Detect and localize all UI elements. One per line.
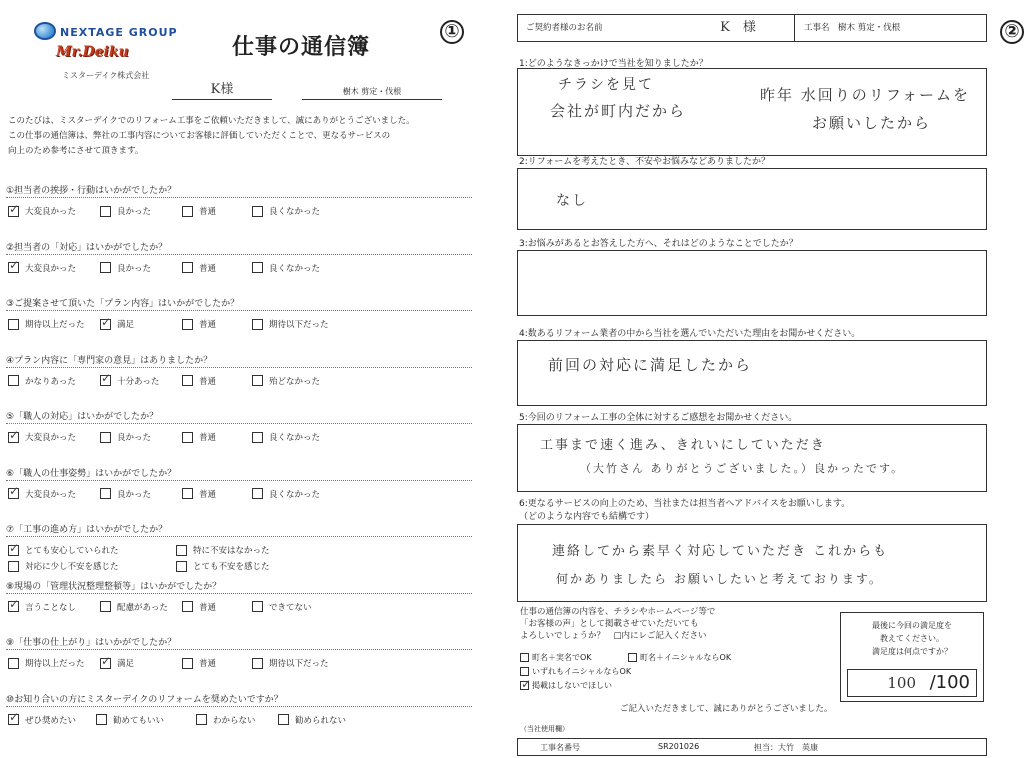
handwritten-answer: （大竹さん ありがとうございました。）良かったです。 <box>580 462 905 475</box>
rating-option[interactable] <box>182 318 216 330</box>
score-max: /100 <box>929 672 970 693</box>
question-title: ⑤「職人の対応」はいかがでしたか？ <box>6 412 159 422</box>
rating-option[interactable] <box>182 488 216 500</box>
checked-box-icon[interactable] <box>8 601 19 612</box>
checkbox-icon[interactable] <box>628 653 637 662</box>
rating-option[interactable] <box>182 375 216 387</box>
checkbox-icon[interactable] <box>520 653 529 662</box>
question-title: ⑨「仕事の仕上がり」はいかがでしたか？ <box>6 638 177 648</box>
option-label: 良かった <box>117 433 152 443</box>
option-label: 大変良かった <box>25 263 77 274</box>
rating-option[interactable] <box>182 657 216 669</box>
rating-option[interactable] <box>176 544 270 556</box>
rating-option[interactable] <box>8 544 119 556</box>
checkbox-icon[interactable] <box>252 488 263 499</box>
project-number: SR201026 <box>658 742 700 751</box>
option-label: 大変良かった <box>25 489 77 500</box>
office-use-row <box>517 738 987 756</box>
handwritten-answer: 工事まで速く進み、きれいにしていただき <box>540 438 826 453</box>
sub-brand-logo: Mr.Deiku <box>56 44 129 60</box>
checkbox-icon[interactable] <box>100 488 111 499</box>
page-number-1: ① <box>440 20 464 44</box>
checkbox-icon[interactable] <box>182 262 193 273</box>
handwritten-answer: なし <box>556 193 588 209</box>
rating-option[interactable] <box>8 205 76 217</box>
checked-box-icon[interactable] <box>100 375 111 386</box>
project-name: 樹木 剪定・伐根 <box>302 86 442 100</box>
option-label: できてない <box>269 602 312 613</box>
handwritten-answer: チラシを見て <box>558 77 654 93</box>
contract-name-value[interactable]: K 様 <box>720 20 756 35</box>
rating-option[interactable] <box>252 431 320 443</box>
option-label: 普通 <box>199 376 217 387</box>
publish-text-line: 「お客様の声」として掲載させていただいても <box>520 619 699 629</box>
section-question: 6:更なるサービスの向上のため、当社または担当者へアドバイスをお願いします。 <box>519 499 851 509</box>
checkbox-icon[interactable] <box>252 319 263 330</box>
option-label: 良くなかった <box>269 433 321 443</box>
question-divider <box>6 706 472 707</box>
question-divider <box>6 367 472 368</box>
question-divider <box>6 423 472 424</box>
publish-option-label: 掲載はしないでほしい <box>532 681 612 690</box>
option-label: 良くなかった <box>269 489 321 500</box>
question-title: ⑥「職人の仕事姿勢」はいかがでしたか？ <box>6 468 177 479</box>
checkbox-icon[interactable] <box>252 601 263 612</box>
checkbox-icon[interactable] <box>100 206 111 217</box>
handwritten-answer: 会社が町内だから <box>550 102 687 120</box>
customer-name: K様 <box>172 78 272 100</box>
answer-box[interactable] <box>517 250 987 316</box>
option-label: 普通 <box>199 659 217 669</box>
publish-option-label: いずれもイニシャルならOK <box>532 667 632 676</box>
rating-option[interactable] <box>100 431 151 443</box>
option-label: かなりあった <box>25 376 76 387</box>
checkbox-icon[interactable] <box>182 319 193 330</box>
checkbox-icon[interactable] <box>196 714 207 725</box>
rating-option[interactable] <box>100 601 168 613</box>
rating-option[interactable] <box>252 488 320 500</box>
question-title: ①担当者の挨拶・行動はいかがでしたか？ <box>6 186 177 196</box>
option-label: 勧められない <box>295 715 347 726</box>
option-label: 殆どなかった <box>269 376 321 387</box>
rating-option[interactable] <box>182 601 216 613</box>
question-title: ⑧現場の「管理状況整理整頓等」はいかがでしたか？ <box>6 581 222 592</box>
checked-box-icon[interactable] <box>8 432 19 443</box>
option-label: 普通 <box>199 602 217 613</box>
rating-option[interactable] <box>100 262 151 274</box>
option-label: 大変良かった <box>25 433 77 443</box>
publish-option[interactable] <box>520 652 592 663</box>
option-label: 期待以上だった <box>25 320 85 330</box>
project-value[interactable]: 樹木 剪定・伐根 <box>838 23 901 33</box>
checkbox-icon[interactable] <box>176 561 187 572</box>
rating-option[interactable] <box>96 714 164 726</box>
checkbox-icon[interactable] <box>252 658 263 669</box>
question-divider <box>6 480 472 481</box>
checked-box-icon[interactable] <box>8 488 19 499</box>
brand-name: NEXTAGE GROUP <box>60 26 178 39</box>
section-question: 3:お悩みがあるとお答えした方へ、それはどのようなことでしたか？ <box>519 239 798 249</box>
question-title: ④プラン内容に「専門家の意見」はありましたか？ <box>6 355 213 366</box>
section-question: 1:どのようなきっかけで当社を知りましたか？ <box>519 59 708 69</box>
score-field[interactable] <box>847 669 977 697</box>
rating-option[interactable] <box>182 262 216 274</box>
publish-text-line: 仕事の通信簿の内容を、チラシやホームページ等で <box>520 607 716 617</box>
intro-line: 向上のため参考にさせて頂きます。 <box>8 146 144 156</box>
publish-text-line: よろしいでしょうか？ □内にレご記入ください <box>520 631 707 641</box>
rating-option[interactable] <box>100 657 134 669</box>
rating-option[interactable] <box>278 714 346 726</box>
option-label: 期待以下だった <box>269 659 329 669</box>
option-label: 普通 <box>199 263 217 274</box>
checkbox-icon[interactable] <box>8 375 19 386</box>
answer-box[interactable] <box>517 524 987 602</box>
intro-line: この仕事の通信簿は、弊社の工事内容についてお客様に評価していただくことで、更なるサービスの <box>8 131 391 141</box>
question-title: ⑦「工事の進め方」はいかがでしたか？ <box>6 525 168 535</box>
option-label: 普通 <box>199 489 217 500</box>
rating-option[interactable] <box>252 657 329 669</box>
handwritten-answer: お願いしたから <box>812 114 932 132</box>
rating-option[interactable] <box>8 601 76 613</box>
option-label: 勧めてもいい <box>113 715 165 726</box>
checkbox-icon[interactable] <box>182 375 193 386</box>
checked-box-icon[interactable] <box>8 262 19 273</box>
checkbox-icon[interactable] <box>252 432 263 443</box>
checkbox-icon[interactable] <box>8 319 19 330</box>
checkbox-icon[interactable] <box>520 667 529 676</box>
checkbox-icon[interactable] <box>182 432 193 443</box>
rating-option[interactable] <box>182 205 216 217</box>
handwritten-answer: 前回の対応に満足したから <box>548 356 753 374</box>
question-title: ⑩お知り合いの方にミスターデイクのリフォームを奨めたいですか？ <box>6 694 283 705</box>
question-divider <box>6 310 472 311</box>
rating-option[interactable] <box>8 375 76 387</box>
section-question-note: （どのような内容でも結構です） <box>519 512 655 522</box>
rating-option[interactable] <box>176 560 270 572</box>
page-number-2: ② <box>1000 20 1024 44</box>
option-label: 期待以上だった <box>25 659 85 669</box>
option-label: 良くなかった <box>269 263 321 274</box>
publish-option[interactable] <box>520 666 631 677</box>
option-label: 大変良かった <box>25 207 77 217</box>
rating-option[interactable] <box>8 262 76 274</box>
rating-option[interactable] <box>8 318 85 330</box>
rating-option[interactable] <box>8 714 76 726</box>
checked-box-icon[interactable] <box>8 545 19 556</box>
question-divider <box>6 593 472 594</box>
rating-option[interactable] <box>252 601 312 613</box>
question-divider <box>6 649 472 650</box>
option-label: 良かった <box>117 263 152 274</box>
publish-option[interactable] <box>628 652 731 663</box>
office-use-label: （当社使用欄） <box>520 725 569 733</box>
checked-box-icon[interactable] <box>8 714 19 725</box>
option-label: 対応に少し不安を感じた <box>25 562 119 572</box>
checkbox-icon[interactable] <box>8 561 19 572</box>
score-question-line: 教えてください。 <box>880 634 944 643</box>
rating-option[interactable] <box>252 318 329 330</box>
question-divider <box>6 536 472 537</box>
question-divider <box>6 197 472 198</box>
company-name: ミスターデイク株式会社 <box>62 71 150 80</box>
staff-name: 担当：大竹 英康 <box>754 743 818 752</box>
option-label: とても安心していられた <box>25 546 119 556</box>
question-title: ②担当者の「対応」はいかがでしたか？ <box>6 242 168 253</box>
score-question <box>841 619 983 658</box>
handwritten-answer: 連絡してから素早く対応していただき これからも <box>552 544 889 559</box>
option-label: 十分あった <box>117 376 160 387</box>
checked-box-icon[interactable] <box>100 658 111 669</box>
thanks-message: ご記入いただきまして、誠にありがとうございました。 <box>620 704 833 714</box>
option-label: 満足 <box>117 320 135 330</box>
option-label: わからない <box>213 715 256 726</box>
rating-option[interactable] <box>100 375 159 387</box>
project-label: 工事名 <box>804 23 830 33</box>
intro-line: このたびは、ミスターデイクでのリフォーム工事をご依頼いただきまして、誠にありがとうございました。 <box>8 116 415 126</box>
option-label: ぜひ奨めたい <box>25 715 77 726</box>
section-question: 5:今回のリフォーム工事の全体に対するご感想をお聞かせください。 <box>519 413 798 423</box>
checked-box-icon[interactable] <box>520 681 529 690</box>
handwritten-answer: 何かありましたら お願いしたいと考えております。 <box>556 572 883 586</box>
checkbox-icon[interactable] <box>176 545 187 556</box>
rating-option[interactable] <box>8 560 119 572</box>
checked-box-icon[interactable] <box>100 319 111 330</box>
contract-name-row <box>517 14 987 42</box>
rating-option[interactable] <box>182 431 216 443</box>
option-label: 特に不安はなかった <box>193 546 270 556</box>
checkbox-icon[interactable] <box>182 488 193 499</box>
option-label: 良かった <box>117 489 152 500</box>
checkbox-icon[interactable] <box>182 206 193 217</box>
rating-option[interactable] <box>252 205 320 217</box>
contract-name-label: ご契約者様のお名前 <box>526 23 603 33</box>
option-label: 良かった <box>117 207 152 217</box>
option-label: 良くなかった <box>269 207 321 217</box>
rating-option[interactable] <box>8 657 85 669</box>
publish-option-label: 町名＋イニシャルならOK <box>640 653 732 662</box>
question-divider <box>6 254 472 255</box>
checkbox-icon[interactable] <box>182 601 193 612</box>
rating-option[interactable] <box>252 262 320 274</box>
rating-option[interactable] <box>252 375 320 387</box>
checkbox-icon[interactable] <box>252 206 263 217</box>
option-label: 期待以下だった <box>269 320 329 330</box>
option-label: 普通 <box>199 433 217 443</box>
option-label: 普通 <box>199 320 217 330</box>
question-title: ③ご提案させて頂いた「プラン内容」はいかがでしたか？ <box>6 299 240 309</box>
option-label: とても不安を感じた <box>193 562 270 572</box>
score-question-line: 満足度は何点ですか？ <box>872 647 952 656</box>
option-label: 普通 <box>199 207 217 217</box>
checkbox-icon[interactable] <box>252 262 263 273</box>
checkbox-icon[interactable] <box>96 714 107 725</box>
section-question: 4:数あるリフォーム業者の中から当社を選んでいただいた理由をお聞かせください。 <box>519 329 861 339</box>
option-label: 言うことなし <box>25 602 77 613</box>
rating-option[interactable] <box>100 318 134 330</box>
option-label: 配慮があった <box>117 602 168 613</box>
checkbox-icon[interactable] <box>100 262 111 273</box>
document-title: 仕事の通信簿 <box>232 35 371 60</box>
score-question-line: 最後に今回の満足度を <box>872 621 952 630</box>
logo-globe-icon <box>34 22 56 40</box>
checkbox-icon[interactable] <box>8 658 19 669</box>
publish-option-label: 町名＋実名でOK <box>532 653 592 662</box>
rating-option[interactable] <box>8 488 76 500</box>
checkbox-icon[interactable] <box>278 714 289 725</box>
score-value: 100 <box>887 674 916 692</box>
option-label: 満足 <box>117 659 135 669</box>
checkbox-icon[interactable] <box>100 432 111 443</box>
checkbox-icon[interactable] <box>252 375 263 386</box>
rating-option[interactable] <box>100 488 151 500</box>
checkbox-icon[interactable] <box>182 658 193 669</box>
intro-text <box>8 114 478 159</box>
checkbox-icon[interactable] <box>100 601 111 612</box>
handwritten-answer: 昨年 水回りのリフォームを <box>760 86 971 104</box>
rating-option[interactable] <box>196 714 256 726</box>
rating-option[interactable] <box>8 431 76 443</box>
publish-consent <box>520 606 820 642</box>
publish-option[interactable] <box>520 680 612 691</box>
checked-box-icon[interactable] <box>8 206 19 217</box>
section-question: 2:リフォームを考えたとき、不安やお悩みなどありましたか？ <box>519 157 770 167</box>
satisfaction-score-box <box>840 612 984 702</box>
divider <box>794 15 795 41</box>
project-number-label: 工事名番号 <box>540 743 580 752</box>
rating-option[interactable] <box>100 205 151 217</box>
